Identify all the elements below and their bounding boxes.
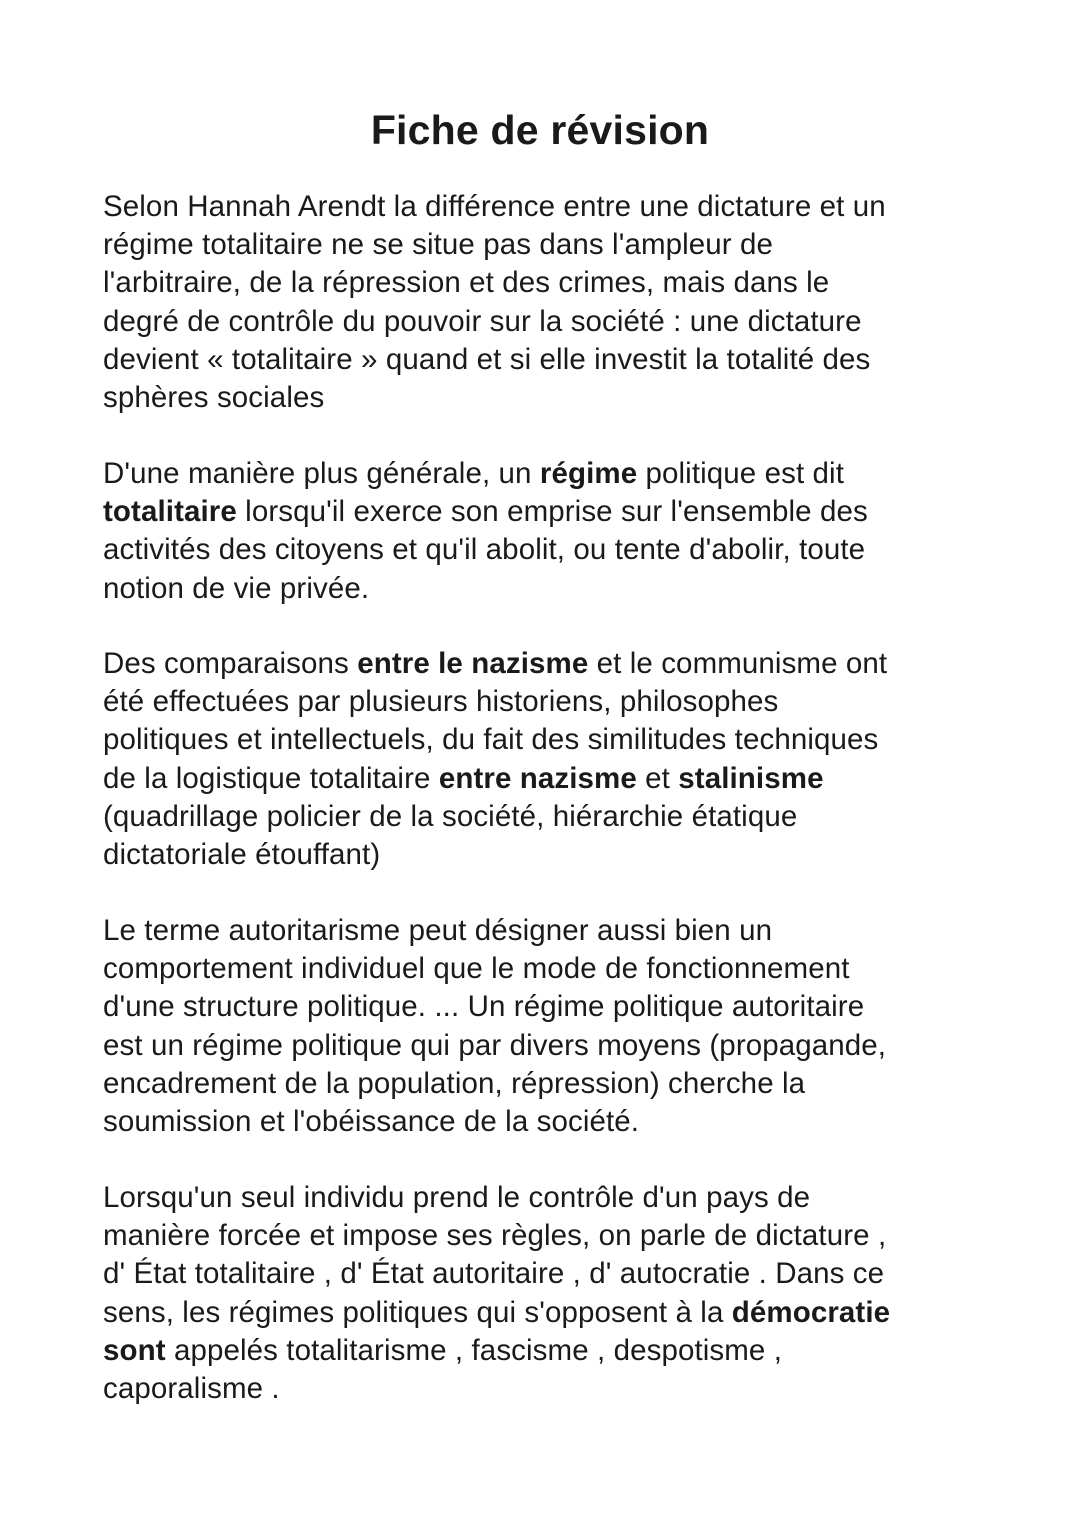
text-segment: de la logistique totalitaire (103, 761, 439, 795)
text-line (103, 645, 983, 683)
text-line (103, 1179, 983, 1217)
text-segment: devient « totalitaire » quand et si elle investit la totalité des (103, 342, 871, 376)
text-segment: sens, les régimes politiques qui s'opposent à la (103, 1295, 732, 1329)
text-line (103, 379, 983, 417)
text-segment: d'une structure politique. ... Un régime politique autoritaire (103, 990, 865, 1024)
paragraph-arendt-definition (103, 188, 983, 417)
text-line (103, 341, 983, 379)
text-segment: Des comparaisons (103, 647, 358, 680)
paragraph-authoritarianism (103, 912, 983, 1141)
text-segment: Lorsqu'un seul individu prend le contrôle d'un pays de (103, 1181, 811, 1214)
text-line (103, 1370, 983, 1408)
text-segment: est un régime politique qui par divers moyens (propagande, (103, 1028, 887, 1062)
text-line (103, 683, 983, 721)
bold-text-segment: entre le nazisme (357, 647, 589, 680)
text-line (103, 721, 983, 759)
text-segment: caporalisme . (103, 1371, 280, 1405)
text-line (103, 950, 983, 988)
paragraph-general-definition (103, 455, 983, 608)
text-segment: régime totalitaire ne se situe pas dans l'ampleur de (103, 228, 774, 262)
text-line (103, 1103, 983, 1141)
text-segment: et (636, 761, 679, 795)
text-line (103, 1332, 983, 1370)
text-segment: (quadrillage policier de la société, hiérarchie étatique (103, 799, 798, 833)
paragraph-dictatorship (103, 1179, 983, 1408)
text-line (103, 455, 983, 493)
text-segment: et le communisme ont (588, 647, 888, 680)
bold-text-segment: régime (539, 457, 638, 490)
text-segment: activités des citoyens et qu'il abolit, ou tente d'abolir, toute (103, 533, 866, 567)
text-segment: politiques et intellectuels, du fait des similitudes techniques (103, 723, 879, 757)
text-segment: lorsqu'il exerce son emprise sur l'ensemble des (236, 495, 868, 529)
text-segment: l'arbitraire, de la répression et des crimes, mais dans le (103, 266, 830, 300)
text-line (103, 570, 983, 608)
text-segment: encadrement de la population, répression) cherche la (103, 1066, 806, 1100)
text-segment: d' État totalitaire , d' État autoritaire , d' autocratie . Dans ce (103, 1257, 885, 1291)
text-line (103, 1294, 983, 1332)
text-line (103, 1255, 983, 1293)
text-segment: degré de contrôle du pouvoir sur la société : une dictature (103, 304, 862, 338)
bold-text-segment: totalitaire (103, 495, 237, 529)
text-segment: soumission et l'obéissance de la société. (103, 1104, 640, 1138)
text-line (103, 493, 983, 531)
text-line (103, 1217, 983, 1255)
text-segment: Le terme autoritarisme peut désigner aussi bien un (103, 914, 773, 947)
paragraph-nazism-comparison (103, 645, 983, 874)
bold-text-segment: stalinisme (678, 761, 824, 795)
text-line (103, 1065, 983, 1103)
text-line (103, 912, 983, 950)
page-title: Fiche de révision (370, 107, 710, 153)
text-segment: comportement individuel que le mode de fonctionnement (103, 952, 850, 986)
text-segment: dictatoriale étouffant) (103, 837, 381, 871)
bold-text-segment: entre nazisme (438, 761, 637, 795)
text-segment: politique est dit (637, 457, 844, 490)
text-segment: D'une manière plus générale, un (103, 457, 540, 490)
text-line (103, 531, 983, 569)
text-segment: été effectuées par plusieurs historiens, philosophes (103, 685, 779, 719)
text-line (103, 836, 983, 874)
text-segment: sphères sociales (103, 380, 325, 414)
text-line (103, 760, 983, 798)
bold-text-segment: démocratie (731, 1295, 891, 1329)
text-line (103, 303, 983, 341)
text-line (103, 264, 983, 302)
text-segment: notion de vie privée. (103, 571, 370, 605)
text-segment: manière forcée et impose ses règles, on parle de dictature , (103, 1219, 887, 1253)
text-line (103, 798, 983, 836)
text-line (103, 988, 983, 1026)
text-line (103, 226, 983, 264)
text-line (103, 188, 983, 226)
text-segment: Selon Hannah Arendt la différence entre une dictature et un (103, 190, 886, 223)
bold-text-segment: sont (103, 1333, 166, 1367)
text-segment: appelés totalitarisme , fascisme , despotisme , (165, 1333, 783, 1367)
text-line (103, 1027, 983, 1065)
